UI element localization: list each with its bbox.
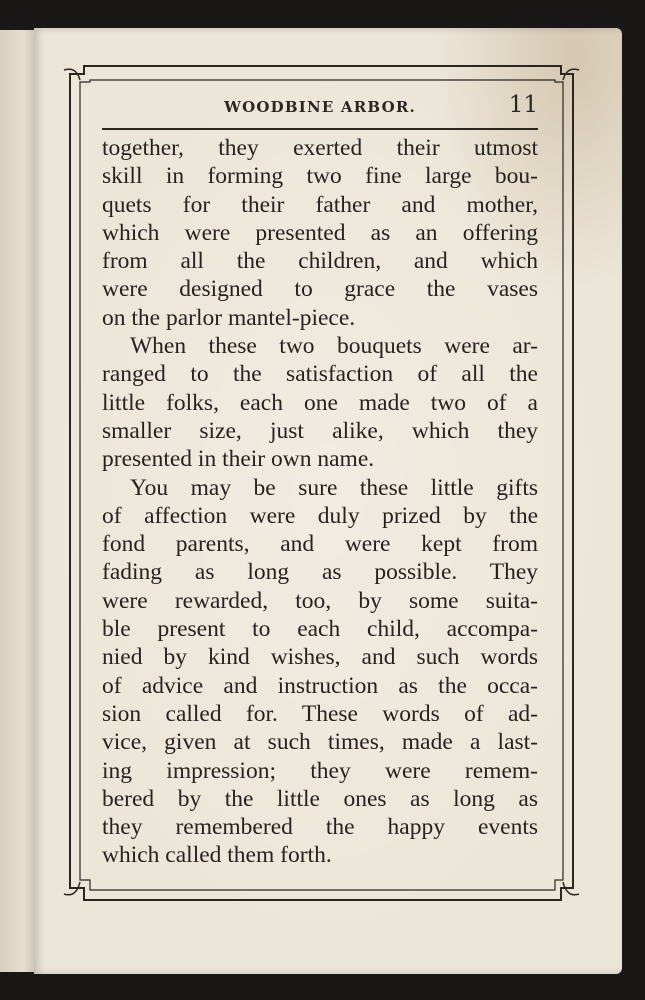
text-line: which called them forth. xyxy=(102,842,332,869)
page-number: 11 xyxy=(508,92,538,118)
text-line: fading as long as possible. They xyxy=(102,559,538,586)
running-head-title: WOODBINE ARBOR. xyxy=(224,98,416,116)
text-line: ing impression; they were remem- xyxy=(102,757,538,784)
text-line: quets for their father and mother, xyxy=(102,191,538,218)
text-line: from all the children, and which xyxy=(102,248,538,275)
text-line: on the parlor mantel-piece. xyxy=(102,304,356,331)
text-line: they remembered the happy events xyxy=(102,814,538,841)
text-line: of advice and instruction as the occa- xyxy=(102,672,538,699)
text-line: little folks, each one made two of a xyxy=(102,389,538,416)
text-line: You may be sure these little gifts xyxy=(130,474,538,501)
running-head xyxy=(102,92,538,122)
text-line: together, they exerted their utmost xyxy=(102,135,538,161)
text-line: presented in their own name. xyxy=(102,446,375,473)
text-line: When these two bouquets were ar- xyxy=(130,333,538,360)
text-line: ble present to each child, accompa- xyxy=(102,616,538,643)
body-text xyxy=(102,134,538,870)
text-line: fond parents, and were kept from xyxy=(102,531,538,558)
paragraph xyxy=(102,332,538,473)
text-line: of affection were duly prized by the xyxy=(102,502,538,529)
text-line: smaller size, just alike, which they xyxy=(102,417,538,444)
text-line: which were presented as an offering xyxy=(102,219,538,246)
text-line: sion called for. These words of ad- xyxy=(102,700,538,727)
paragraph xyxy=(102,474,538,870)
text-line: ranged to the satisfaction of all the xyxy=(102,361,538,388)
text-line: nied by kind wishes, and such words xyxy=(102,644,538,671)
text-line: bered by the little ones as long as xyxy=(102,785,538,812)
text-line: vice, given at such times, made a last- xyxy=(102,729,538,756)
text-line: skill in forming two fine large bou- xyxy=(102,163,538,190)
header-rule xyxy=(102,128,538,130)
text-line: were rewarded, too, by some suita- xyxy=(102,587,538,614)
paragraph xyxy=(102,134,538,332)
text-line: were designed to grace the vases xyxy=(102,276,538,303)
